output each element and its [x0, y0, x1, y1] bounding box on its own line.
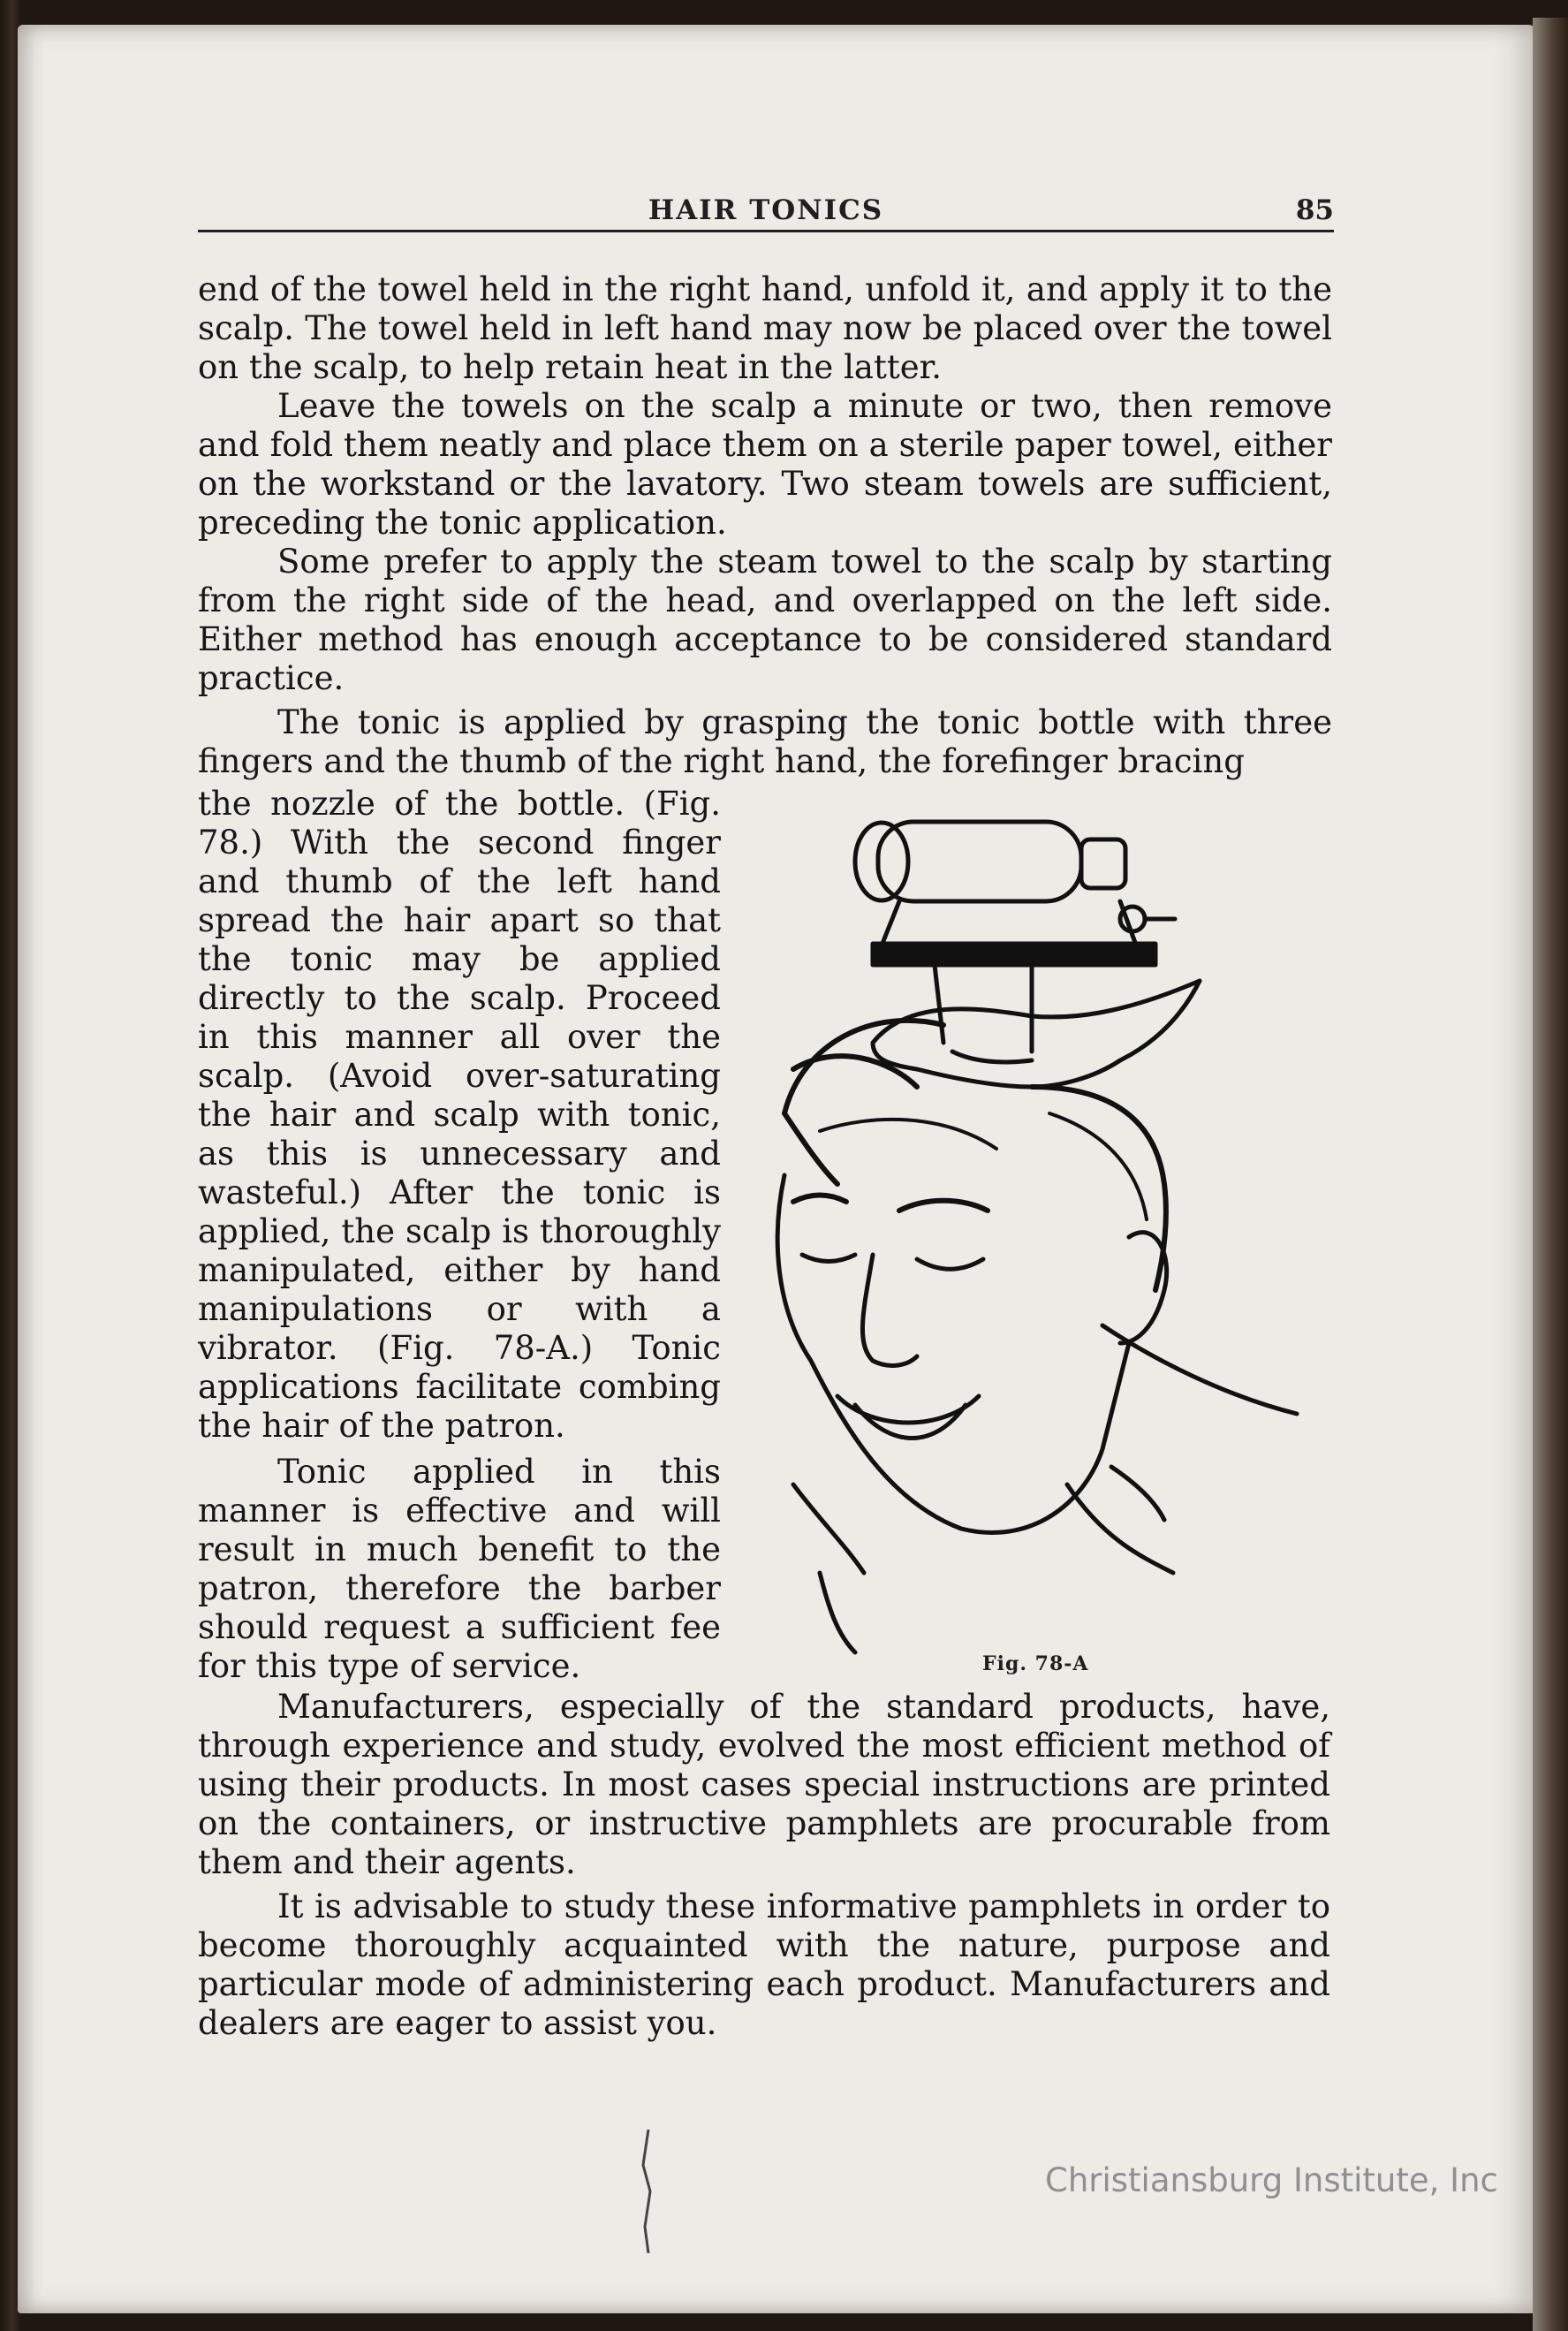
paragraph-1: end of the towel held in the right hand, unfold it, and apply it to the scalp. The towel held in left hand may now be placed over the towel on the scalp, to help retain heat in the latter.	[198, 270, 1332, 386]
body-text-bottom	[198, 1688, 1330, 2043]
paragraph-4-lead: The tonic is applied by grasping the tonic bottle with three fingers and the thumb of the right hand, the forefinger bracing	[198, 703, 1332, 780]
vibrator-nozzle	[1081, 839, 1125, 888]
page-number: 85	[1295, 194, 1334, 226]
vibrator-end	[855, 823, 908, 900]
paragraph-2: Leave the towels on the scalp a minute or two, then remove and fold them neatly and place them on a sterile paper towel, either on the workstand or the lavatory. Two steam towels are sufficient, preceding the tonic application.	[198, 387, 1332, 542]
page-edge-shadow	[1533, 18, 1568, 2331]
body-text-top	[198, 270, 1332, 781]
figure-78a	[767, 795, 1332, 1670]
paragraph-3: Some prefer to apply the steam towel to the scalp by starting from the right side of the head, and overlapped on the left side. Either method has enough acceptance to be considered standard practice.	[198, 543, 1332, 697]
watermark: Christiansburg Institute, Inc	[1045, 2161, 1498, 2199]
body-text-column	[198, 785, 721, 1686]
barber-illustration	[767, 795, 1332, 1670]
paragraph-7: It is advisable to study these informative pamphlets in order to become thoroughly acquainted with the nature, purpose and particular mode of administering each product. Manufacturers and dealers are eager to assist you.	[198, 1887, 1330, 2042]
running-header	[198, 191, 1334, 232]
paragraph-6: Manufacturers, especially of the standard products, have, through experience and study, evolved the most efficient method of using their products. In most cases special instructions are printed on the containers, or instructive pamphlets are procurable from them and their agents.	[198, 1688, 1330, 1881]
running-title: HAIR TONICS	[648, 194, 884, 226]
page-tear	[638, 2130, 659, 2253]
paragraph-4-continued: the nozzle of the bottle. (Fig. 78.) With the second finger and thumb of the left hand spread the hair apart so that the tonic may be applied directly to the scalp. Proceed in this manner all over the scalp. (Avoid over-saturating the hair and scalp with tonic, as this is unnecessary and wasteful.) After the tonic is applied, the scalp is thoroughly manipulated, either by hand manipulations or with a vibrator. (Fig. 78-A.) Tonic applications facilitate combing the hair of the patron.	[198, 785, 721, 1445]
figure-caption: Fig. 78-A	[982, 1652, 1089, 1675]
paragraph-5: Tonic applied in this manner is effective and will result in much benefit to the patron, therefore the barber should request a sufficient fee for this type of service.	[198, 1453, 721, 1685]
